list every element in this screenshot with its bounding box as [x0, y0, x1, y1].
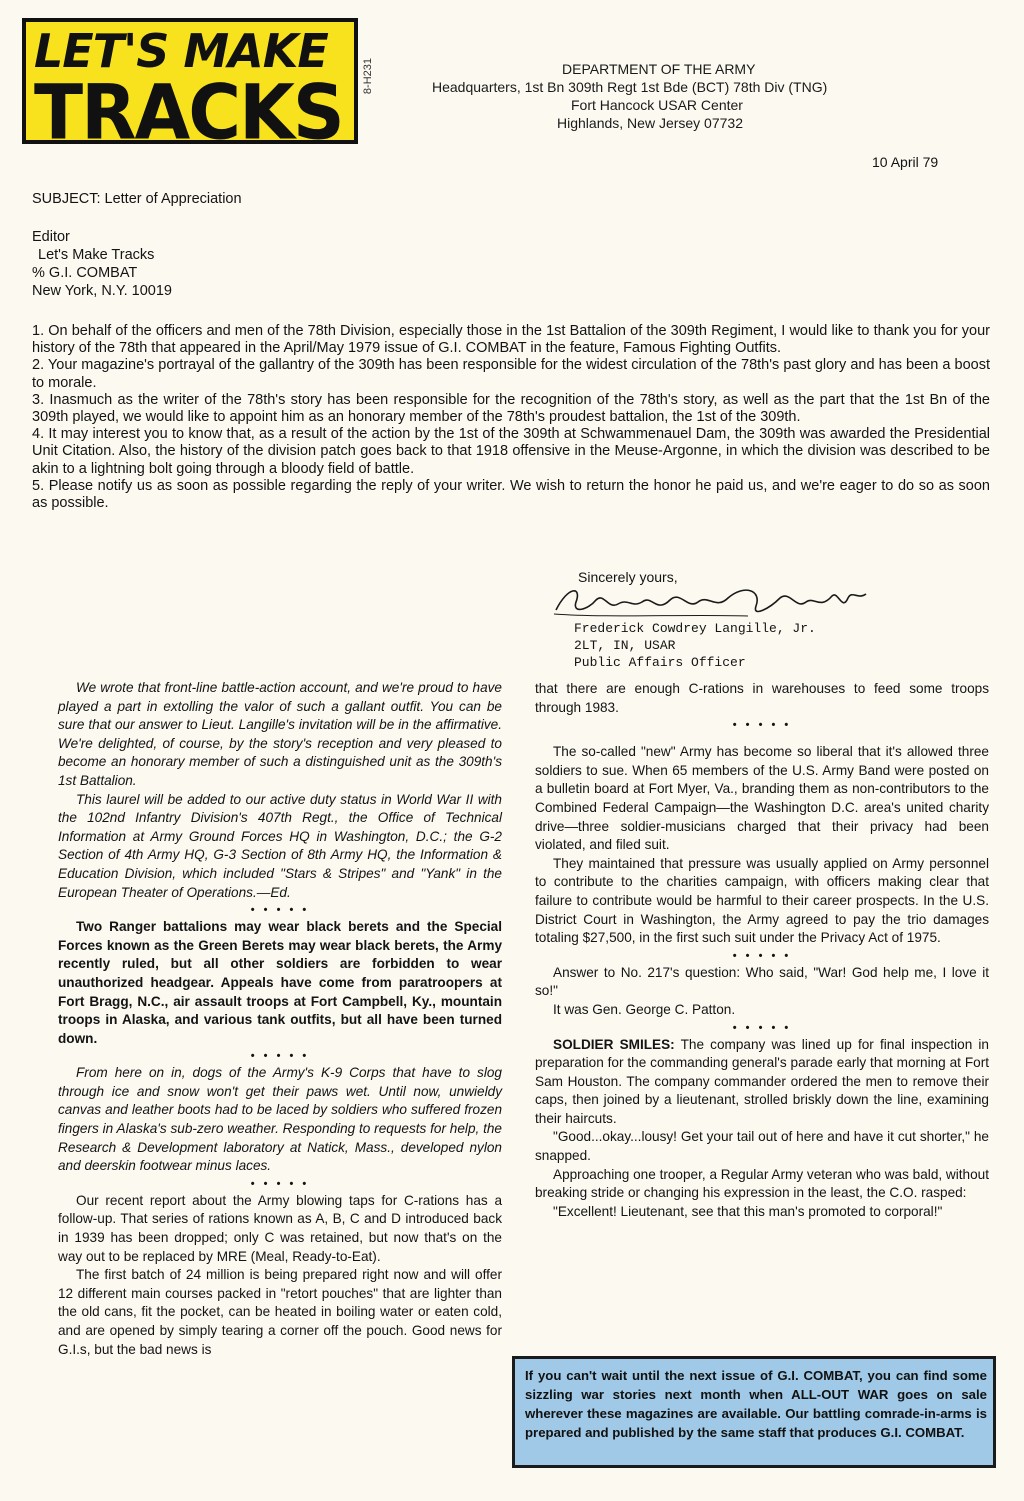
editor-reply: We wrote that front-line battle-action account, and we're proud to have played a part in extolling the valor of such a gallant outfit. You can be sure that our answer to Lieut. Langille's invitation will be in the affirmative. We're delighted, of course, by the story's reception and very pleased to become an honorary member of such a distinguished unit as the 309th's 1st Battalion.	[58, 680, 502, 788]
separator: • • • • •	[732, 949, 792, 962]
signature-title: Public Affairs Officer	[574, 655, 746, 670]
separator: • • • • •	[250, 904, 310, 917]
lets-make-tracks-logo	[22, 18, 358, 157]
news-item-crations-end: that there are enough C-rations in warehouses to feed some troops through 1983.	[535, 681, 989, 715]
letter-subject: SUBJECT: Letter of Appreciation	[32, 191, 242, 207]
letterhead-center: Fort Hancock USAR Center	[571, 97, 743, 113]
logo-line-2: TRACKS	[34, 67, 343, 157]
left-column	[58, 679, 502, 1359]
separator: • • • • •	[250, 1050, 310, 1063]
editor-reply: This laurel will be added to our active duty status in World War II with the 102nd Infantry Division's 407th Regt., the Office of Technical Information at Army Ground Forces HQ in Washington, D.C.; the G-2 Section of 4th Army HQ, G-3 Section of 8th Army HQ, the Information & Education Division, which included "Stars & Stripes" and "Yank" in the European Theater of Operations.—Ed.	[58, 791, 502, 900]
news-item-band: They maintained that pressure was usually applied on Army personnel to contribute to the charities campaign, with officers making clear that failure to contribute would be harmful to their career prospects. In the U.S. District Court in Washington, the Army agreed to pay the trio damages totaling $27,500, in the first such suit under the Privacy Act of 1975.	[535, 855, 989, 946]
promo-box	[512, 1356, 996, 1468]
soldier-smiles-text: "Good...okay...lousy! Get your tail out of here and have it cut shorter," he snapped.	[535, 1129, 989, 1164]
news-item-k9: From here on in, dogs of the Army's K-9 Corps that have to slog through ice and snow won't get their paws wet. Until now, unwieldy canvas and leather boots had to be laced by soldiers who suffered frozen fingers in Alaska's sub-zero weather. Responding to requests for help, the Research & Development laboratory at Natick, Mass., developed nylon and deerskin footwear minus laces.	[58, 1065, 502, 1174]
letter-paragraph: 4. It may interest you to know that, as a result of the action by the 1st of the 309th at Schwammenauel Dam, the 309th was awarded the Presidential Unit Citation. Also, the history of the division patch goes back to that 1918 offensive in the Meuse-Argonne, in which the division was described to be akin to a lightning bolt going through a bloody field of battle.	[32, 426, 990, 477]
address-line: Editor	[32, 229, 70, 245]
soldier-smiles-text: "Excellent! Lieutenant, see that this man's promoted to corporal!"	[553, 1203, 943, 1219]
signature-name: Frederick Cowdrey Langille, Jr.	[574, 621, 816, 636]
news-item-berets: Two Ranger battalions may wear black berets and the Special Forces known as the Green Berets may wear black berets, the Army recently ruled, but all other soldiers are forbidden to wear unauthorized headgear. Appeals have come from paratroopers at Fort Bragg, N.C., air assault troops at Fort Campbell, Ky., mountain troops in Alaska, and various tank outfits, but all have been turned down.	[58, 919, 502, 1046]
news-item-crations: The first batch of 24 million is being prepared right now and will offer 12 different main courses packed in "retort pouches" that are lighter than the old cans, fit the pocket, can be heated in boiling water or eaten cold, and are opened by simply tearing a corner off the pouch. Good news for G.I.s, but the bad news is	[58, 1267, 502, 1357]
news-item-crations: Our recent report about the Army blowing taps for C-rations has a follow-up. That series of rations known as A, B, C and D introduced back in 1939 has been dropped; only C was retained, but now that's on the way out to be replaced by MRE (Meal, Ready-to-Eat).	[58, 1192, 502, 1264]
right-column	[535, 680, 989, 1221]
promo-text: If you can't wait until the next issue of G.I. COMBAT, you can find some sizzling war stories next month when ALL-OUT WAR goes on sale wherever these magazines are available. Our battling comrade-in-arms is prepared and published by the same staff that produces G.I. COMBAT.	[525, 1368, 987, 1440]
soldier-smiles-text: The company was lined up for final inspection in preparation for the commanding general's parade early that morning at Fort Sam Houston. The company commander ordered the men to remove their caps, then joined by a lieutenant, strolled briskly down the line, examining their haircuts.	[535, 1036, 989, 1126]
address-line: % G.I. COMBAT	[32, 265, 138, 281]
address-line: Let's Make Tracks	[38, 247, 155, 263]
logo-line-1: LET'S MAKE	[34, 24, 328, 78]
news-item-band: The so-called "new" Army has become so liberal that it's allowed three soldiers to sue. When 65 members of the U.S. Army Band were posted on a bulletin board at Fort Myer, Va., branding them as non-contributors to the Combined Federal Campaign—the Washington D.C. area's united charity drive—three soldier-musicians charged that their privacy had been violated, and filed suit.	[535, 744, 989, 853]
separator: • • • • •	[732, 1021, 792, 1034]
soldier-smiles-label: SOLDIER SMILES:	[553, 1036, 675, 1052]
letter-closing: Sincerely yours,	[578, 569, 678, 585]
quiz-answer: It was Gen. George C. Patton.	[553, 1001, 736, 1017]
letterhead-city: Highlands, New Jersey 07732	[557, 115, 743, 131]
address-line: New York, N.Y. 10019	[32, 283, 172, 299]
handwritten-signature	[548, 580, 878, 626]
quiz-answer: Answer to No. 217's question: Who said, "War! God help me, I love it so!"	[535, 964, 989, 999]
page-code: 8-H231	[362, 58, 374, 95]
letterhead-dept: DEPARTMENT OF THE ARMY	[562, 61, 756, 77]
letter-paragraph: 2. Your magazine's portrayal of the gallantry of the 309th has been responsible for the widest circulation of the 78th's past glory and has been a boost to morale.	[32, 357, 990, 391]
soldier-smiles	[535, 1036, 989, 1129]
letterhead-hq: Headquarters, 1st Bn 309th Regt 1st Bde (BCT) 78th Div (TNG)	[432, 79, 828, 95]
separator: • • • • •	[732, 719, 792, 732]
separator: • • • • •	[250, 1177, 310, 1190]
letter-paragraph: 1. On behalf of the officers and men of the 78th Division, especially those in the 1st Battalion of the 309th Regiment, I would like to thank you for your history of the 78th that appeared in the April/May 1979 issue of G.I. COMBAT in the feature, Famous Fighting Outfits.	[32, 323, 990, 357]
letter-date: 10 April 79	[872, 154, 939, 170]
soldier-smiles-text: Approaching one trooper, a Regular Army veteran who was bald, without breaking stride or changing his expression in the least, the C.O. rasped:	[535, 1166, 990, 1201]
signature-rank: 2LT, IN, USAR	[574, 638, 676, 653]
letter-body	[32, 323, 990, 512]
letter-paragraph: 3. Inasmuch as the writer of the 78th's story has been responsible for the recognition of the 78th's story, as well as the part that the 1st Bn of the 309th played, we would like to appoint him as an honorary member of the 78th's proudest battalion, the 1st of the 309th.	[32, 391, 990, 426]
letter-paragraph: 5. Please notify us as soon as possible regarding the reply of your writer. We wish to return the honor he paid us, and we're eager to do so as soon as possible.	[32, 477, 990, 512]
